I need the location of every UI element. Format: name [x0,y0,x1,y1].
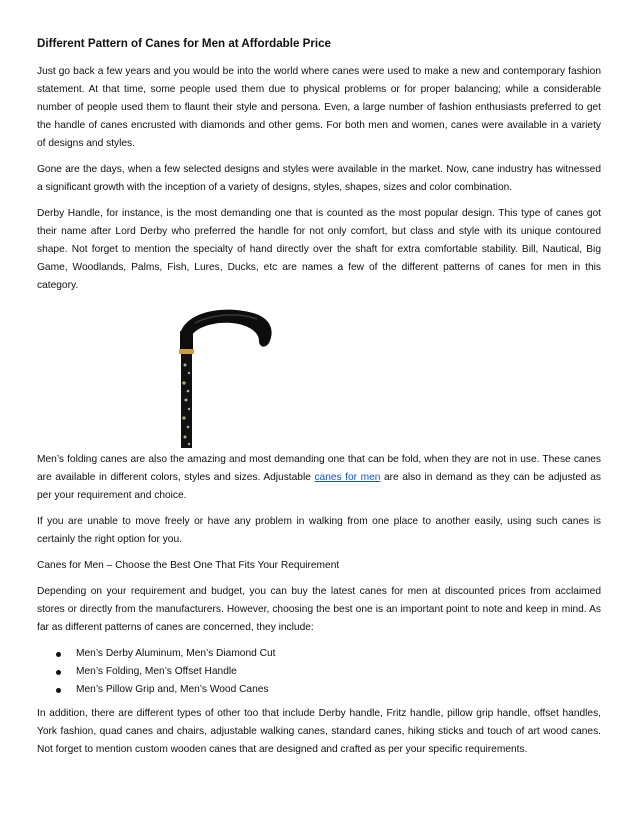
paragraph-growth: Gone are the days, when a few selected designs and styles were available in the market. Now, cane industry has witnessed a significant growth with the inception of a variety of designs, styles, shapes, sizes and color combination. [37,164,601,193]
paragraph-budget: Depending on your requirement and budget, you can buy the latest canes for men at discounted prices from acclaimed stores or directly from the manufacturers. However, choosing the best one is an important point to note and keep in mind. As far as different patterns of canes are concerned, they include: [37,586,601,633]
paragraph-types: In addition, there are different types of other too that include Derby handle, Fritz handle, pillow grip handle, offset handles, York fashion, quad canes and chairs, adjustable walking canes, standard canes, hiking sticks and touch of art wood canes. Not forget to mention custom wooden canes that are designed and crafted as per your specific requirements. [37,708,601,755]
document-title: Different Pattern of Canes for Men at Affordable Price [37,37,331,50]
bullet-icon [56,670,61,675]
cane-collar [179,349,194,354]
paragraph-derby: Derby Handle, for instance, is the most demanding one that is counted as the most popular design. This type of canes got their name after Lord Derby who preferred the handle for not only comfort, but class and style with its unique contoured shape. Not forget to mention the specialty of hand directly over the shaft for extra comfortable stability. Bill, Nautical, Big Game, Woodlands, Palms, Fish, Lures, Ducks, etc are names a few of the different patterns of canes for men in this category. [37,208,601,291]
canes-for-men-link[interactable]: canes for men [314,472,381,483]
paragraph-intro: Just go back a few years and you would be into the world where canes were used to make a new and contemporary fashion statement. At that time, some people used them due to physical problems or for proper balancing; while a considerable number of people used them to flaunt their style and persona. Even, a large number of fashion enthusiasts preferred to get the handle of canes encrusted with diamonds and other gems. For both men and women, canes were available in a variety of designs and styles. [37,66,601,149]
cane-pattern-list [37,645,601,699]
list-item: Men’s Derby Aluminum, Men’s Diamond Cut [37,645,601,663]
list-item: Men’s Pillow Grip and, Men’s Wood Canes [37,681,601,699]
list-item: Men’s Folding, Men’s Offset Handle [37,663,601,681]
paragraph-folding: Men’s folding canes are also the amazing and most demanding one that can be fold, when they are not in use. These canes are available in different colors, styles and sizes. Adjustable canes for men are also in demand as they can be adjusted as per your requirement and choice. [37,454,601,501]
derby-cane-image [145,303,295,448]
section-heading: Canes for Men – Choose the Best One That Fits Your Requirement [37,560,340,571]
bullet-icon [56,688,61,693]
bullet-icon [56,652,61,657]
paragraph-mobility: If you are unable to move freely or have any problem in walking from one place to another easily, using such canes is certainly the right option for you. [37,516,601,545]
document-page [37,36,601,767]
cane-figure [37,303,601,448]
